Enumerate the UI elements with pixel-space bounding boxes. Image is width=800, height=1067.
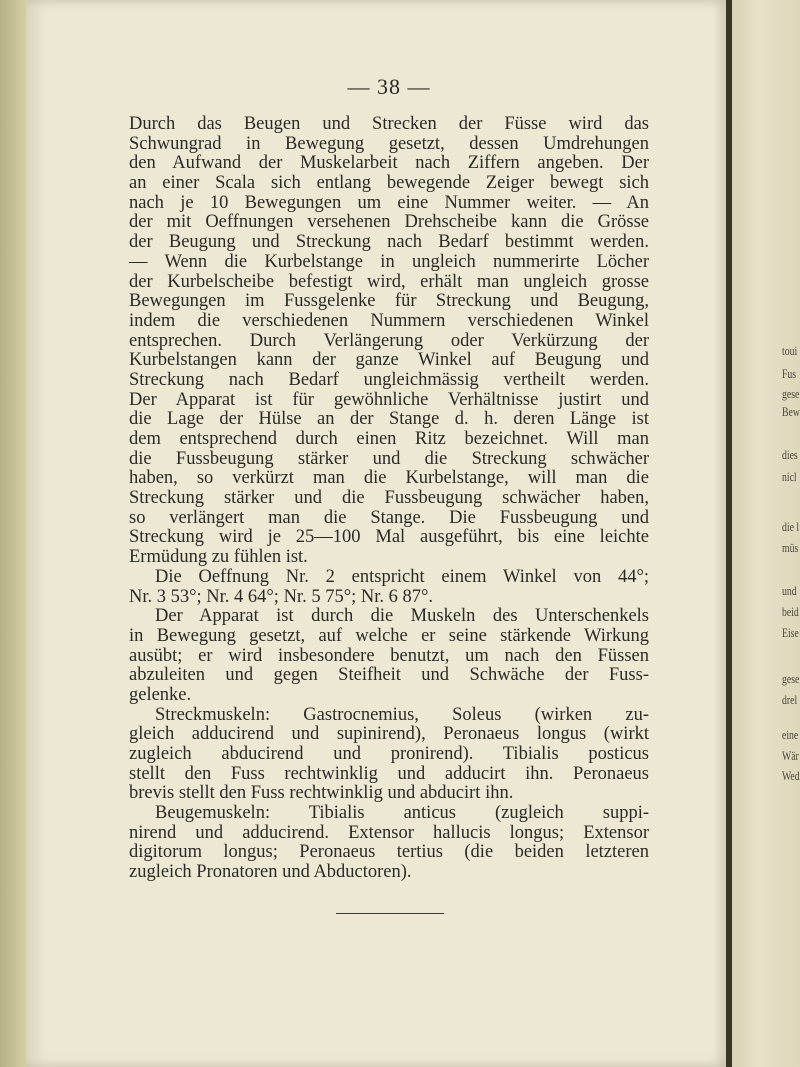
text-line: gleich adducirend und supinirend), Peronaeus longus (wirkt — [129, 724, 649, 745]
text-line: Ermüdung zu fühlen ist. — [129, 547, 308, 568]
text-line: so verlängert man die Stange. Die Fussbeugung und — [129, 507, 649, 528]
text-line: gelenke. — [129, 684, 192, 705]
text-line: haben, so verkürzt man die Kurbelstange, will man die — [129, 468, 649, 489]
text-line: ausübt; er wird insbesondere benutzt, um nach den Füssen — [129, 645, 649, 666]
text-line: Streckung stärker und die Fussbeugung schwächer haben, — [129, 488, 649, 509]
text-line: der Beugung und Streckung nach Bedarf bestimmt werden. — [129, 232, 649, 253]
text-line: stellt den Fuss rechtwinklig und adducirt ihn. Peronaeus — [129, 763, 649, 784]
text-line: die Fussbeugung stärker und die Streckung schwächer — [129, 448, 649, 469]
text-line: — Wenn die Kurbelstange in ungleich nummerirte Löcher — [129, 251, 649, 272]
adjacent-page-word: gese — [782, 386, 800, 401]
text-line: indem die verschiedenen Nummern verschiedenen Winkel — [129, 310, 649, 331]
text-line: der mit Oeffnungen versehenen Drehscheibe kann die Grösse — [129, 212, 649, 233]
text-line: den Aufwand der Muskelarbeit nach Ziffern angeben. Der — [129, 153, 649, 174]
text-line: nach je 10 Bewegungen um eine Nummer weiter. — An — [129, 192, 649, 213]
adjacent-page-word: nicl — [782, 469, 797, 484]
adjacent-page-word: die l — [782, 519, 800, 534]
text-line: dem entsprechend durch einen Ritz bezeichnet. Will man — [129, 429, 649, 449]
text-line: Streckmuskeln: Gastrocnemius, Soleus (wirken zu- — [155, 704, 649, 725]
page-number: — 38 — — [347, 74, 431, 99]
adjacent-page-word: dies — [782, 447, 798, 462]
text-line: Schwungrad in Bewegung gesetzt, dessen Umdrehungen — [129, 133, 649, 154]
adjacent-page-word: Bew — [782, 404, 800, 419]
closing-rule — [336, 913, 444, 914]
adjacent-page-word: Fus — [782, 366, 797, 381]
adjacent-page-word: eine — [782, 727, 799, 742]
adjacent-page-word: drel — [782, 692, 798, 707]
text-line: zugleich Pronatoren und Abductoren). — [129, 862, 412, 883]
adjacent-page-word: müs — [782, 540, 799, 555]
text-line: Der Apparat ist für gewöhnliche Verhältnisse justirt und — [129, 389, 649, 410]
text-line: Die Oeffnung Nr. 2 entspricht einem Winkel von 44°; — [155, 566, 649, 587]
text-line: Durch das Beugen und Strecken der Füsse wird das — [129, 114, 649, 134]
adjacent-page-word: Wed — [782, 768, 800, 783]
adjacent-page-fragment — [732, 0, 800, 1067]
text-line: Beugemuskeln: Tibialis anticus (zugleich suppi- — [155, 803, 649, 824]
book-page — [26, 0, 726, 1067]
adjacent-page-word: beid — [782, 604, 799, 619]
text-line: zugleich abducirend und pronirend). Tibialis posticus — [129, 744, 649, 764]
text-line: in Bewegung gesetzt, auf welche er seine stärkende Wirkung — [129, 625, 649, 646]
text-line: entsprechen. Durch Verlängerung oder Verkürzung der — [129, 330, 649, 351]
text-line: digitorum longus; Peronaeus tertius (die beiden letzteren — [129, 842, 649, 863]
adjacent-page-word: toui — [782, 343, 798, 358]
text-line: nirend und adducirend. Extensor hallucis longus; Extensor — [129, 822, 649, 843]
text-line: brevis stellt den Fuss rechtwinklig und abducirt ihn. — [129, 783, 514, 804]
text-line: abzuleiten und gegen Steifheit und Schwäche der Fuss- — [129, 665, 649, 686]
adjacent-page-word: gese — [782, 671, 800, 686]
text-line: Streckung wird je 25—100 Mal ausgeführt, bis eine leichte — [129, 527, 649, 548]
text-line: Bewegungen im Fussgelenke für Streckung und Beugung, — [129, 291, 649, 312]
text-line: Der Apparat ist durch die Muskeln des Unterschenkels — [155, 606, 649, 627]
text-line: Kurbelstangen kann der ganze Winkel auf Beugung und — [129, 350, 649, 371]
adjacent-page-word: Eise — [782, 625, 799, 640]
adjacent-page-word: Wär — [782, 748, 799, 763]
text-line: Nr. 3 53°; Nr. 4 64°; Nr. 5 75°; Nr. 6 87°. — [129, 586, 434, 607]
text-line: der Kurbelscheibe befestigt wird, erhält man ungleich grosse — [129, 271, 649, 292]
text-line: Streckung nach Bedarf ungleichmässig vertheilt werden. — [129, 369, 649, 390]
adjacent-page-word: und — [782, 583, 797, 598]
body-text — [129, 115, 649, 883]
text-line: an einer Scala sich entlang bewegende Zeiger bewegt sich — [129, 173, 649, 194]
text-line: die Lage der Hülse an der Stange d. h. deren Länge ist — [129, 409, 649, 430]
